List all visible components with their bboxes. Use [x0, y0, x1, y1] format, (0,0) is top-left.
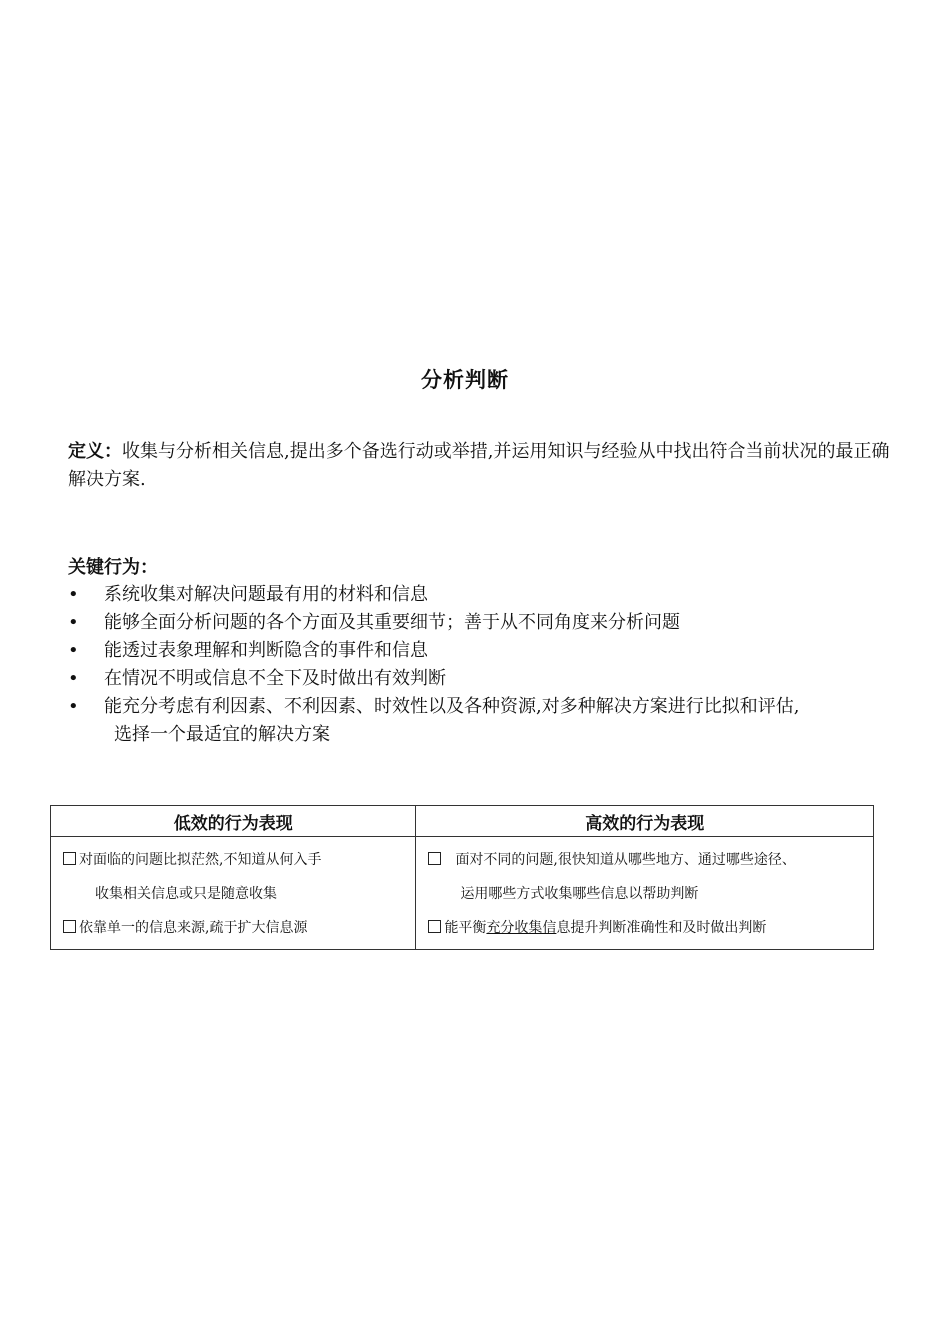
checkbox-icon: [428, 852, 441, 865]
list-item-continuation: 选择一个最适宜的解决方案: [114, 724, 330, 745]
list-item-text: 系统收集对解决问题最有用的材料和信息: [104, 584, 428, 605]
list-item: [68, 693, 908, 749]
behavior-comparison-table: [50, 805, 874, 950]
table-row: [51, 837, 874, 950]
high-item-1-continuation: 运用哪些方式收集哪些信息以帮助判断: [460, 886, 699, 902]
bullet-icon: •: [68, 584, 79, 605]
key-behaviors-list: [68, 581, 908, 749]
list-item-text: 在情况不明或信息不全下及时做出有效判断: [104, 668, 446, 689]
list-item-text: 能够全面分析问题的各个方面及其重要细节；善于从不同角度来分析问题: [104, 612, 680, 633]
bullet-icon: •: [68, 640, 79, 661]
list-item: [68, 637, 908, 665]
high-item-2-text-end: 息提升判断准确性和及时做出判断: [556, 920, 767, 936]
list-item: [68, 665, 908, 693]
checkbox-icon: [63, 920, 76, 933]
low-item-2: [63, 911, 409, 945]
list-item: [68, 581, 908, 609]
definition-label: 定义：: [68, 441, 122, 462]
table-header-row: [51, 806, 874, 837]
high-item-2: [428, 911, 867, 945]
list-item-text: 能充分考虑有利因素、不利因素、时效性以及各种资源,对多种解决方案进行比拟和评估,: [104, 696, 800, 717]
low-item-1: [63, 843, 409, 877]
key-behaviors-heading: 关键行为：: [68, 557, 158, 578]
bullet-icon: •: [68, 668, 79, 689]
high-efficiency-header: 高效的行为表现: [416, 806, 874, 837]
bullet-icon: •: [68, 612, 79, 633]
high-item-1-text: 面对不同的问题,很快知道从哪些地方、通过哪些途径、: [455, 852, 796, 868]
list-item-text: 能透过表象理解和判断隐含的事件和信息: [104, 640, 428, 661]
low-efficiency-cell: [51, 837, 416, 950]
high-efficiency-cell: [416, 837, 874, 950]
low-efficiency-header: 低效的行为表现: [51, 806, 416, 837]
list-item: [68, 609, 908, 637]
definition-text: 收集与分析相关信息,提出多个备选行动或举措,并运用知识与经验从中找出符合当前状况的最正确解决方案.: [68, 441, 890, 490]
high-item-2-underlined-text: 充分收集信: [486, 920, 557, 936]
low-item-1-text: 对面临的问题比拟茫然,不知道从何入手: [79, 852, 322, 868]
page-title: 分析判断: [421, 368, 509, 392]
checkbox-icon: [428, 920, 441, 933]
bullet-icon: •: [68, 696, 79, 717]
low-item-1-continuation: 收集相关信息或只是随意收集: [95, 886, 277, 902]
checkbox-icon: [63, 852, 76, 865]
definition-paragraph: [68, 438, 898, 494]
high-item-1: [428, 843, 867, 877]
high-item-2-text-start: 能平衡: [444, 920, 487, 936]
low-item-2-text: 依靠单一的信息来源,疏于扩大信息源: [79, 920, 308, 936]
